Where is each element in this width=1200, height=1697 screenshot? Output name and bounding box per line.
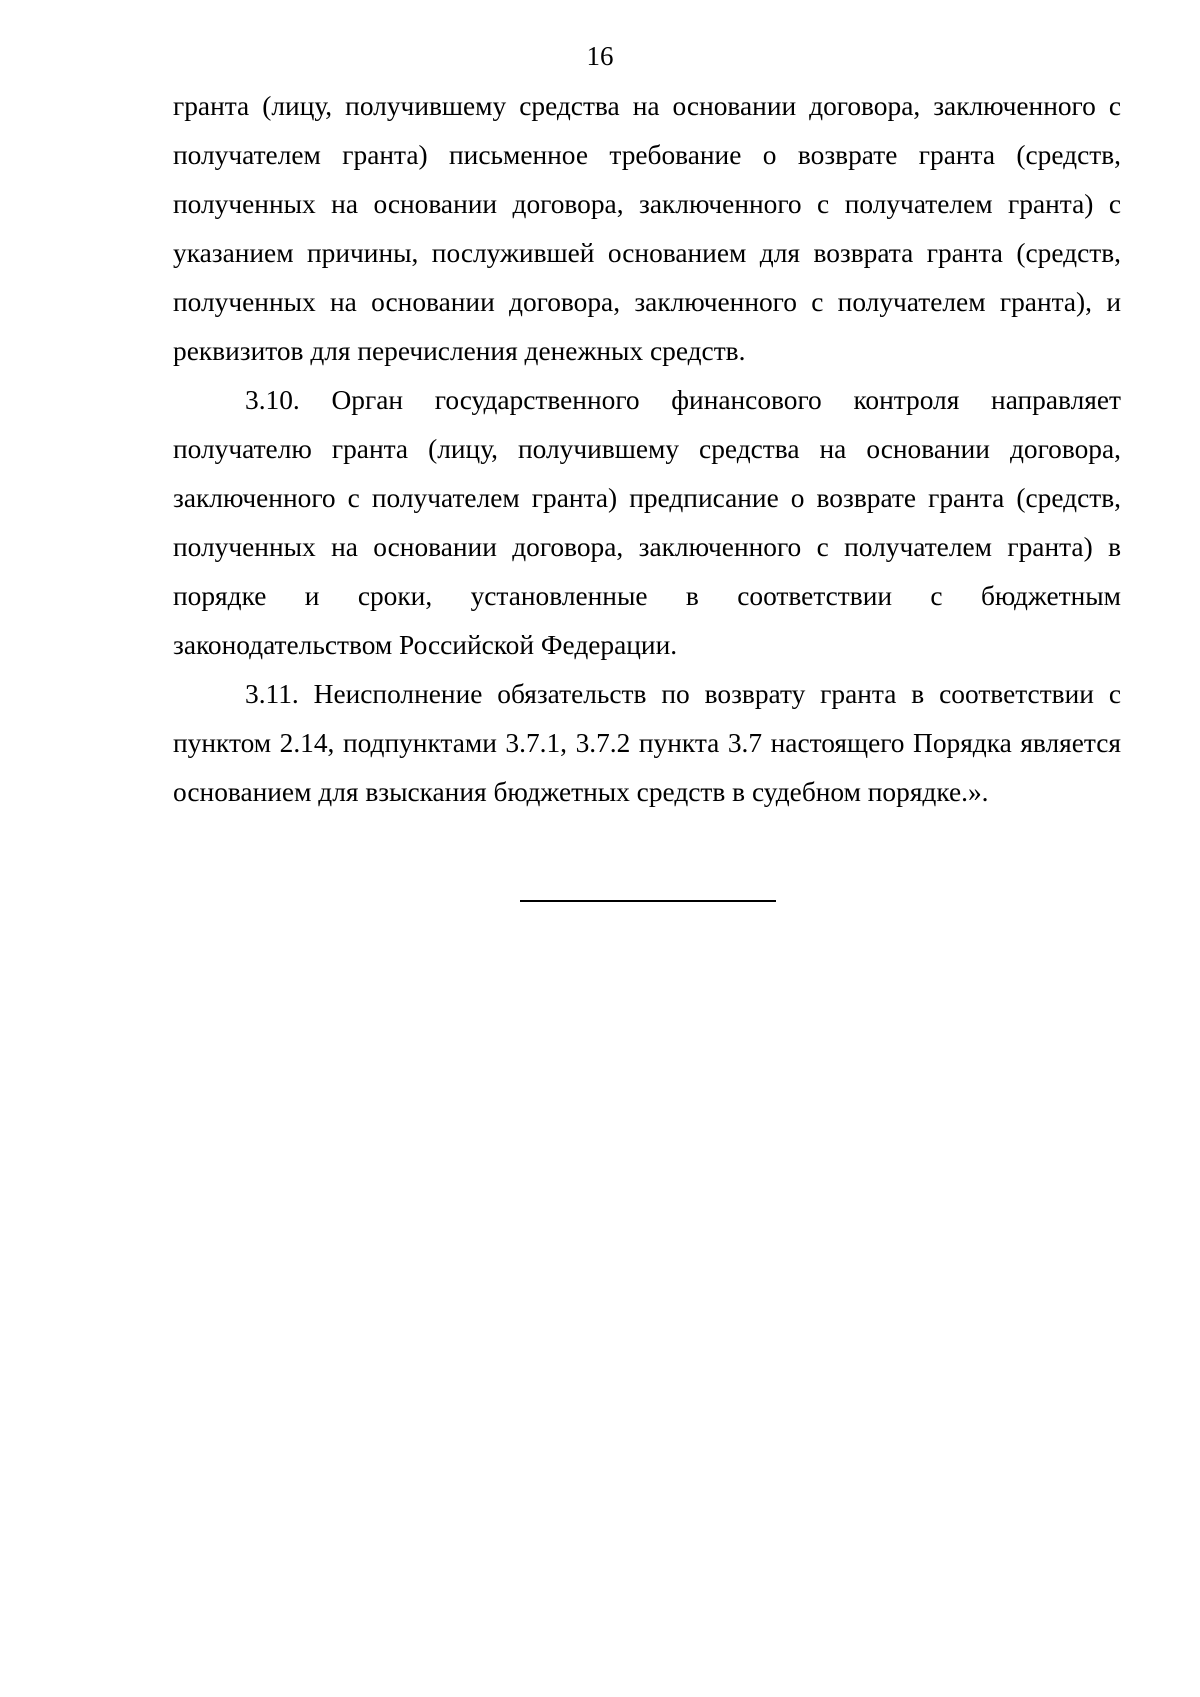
paragraph-continuation: гранта (лицу, получившему средства на основании договора, заключенного с получателем гранта) письменное требование о возврате гранта (средств, полученных на основании договора, заключенного с получателем гранта) с указанием причины, послужившей основанием для возврата гранта (средств, полученных на основании договора, заключенного с получателем гранта), и реквизитов для перечисления денежных средств. <box>173 91 1121 366</box>
paragraph-3-10: 3.10. Орган государственного финансового контроля направляет получателю гранта (лицу, получившему средства на основании договора, заключенного с получателем гранта) предписание о возврате гранта (средств, полученных на основании договора, заключенного с получателем гранта) в порядке и сроки, установленные в соответствии с бюджетным законодательством Российской Федерации. <box>173 385 1121 660</box>
paragraph-3-11: 3.11. Неисполнение обязательств по возврату гранта в соответствии с пунктом 2.14, подпунктами 3.7.1, 3.7.2 пункта 3.7 настоящего Порядка является основанием для взыскания бюджетных средств в судебном порядке.». <box>173 679 1121 807</box>
end-divider-line <box>520 900 776 902</box>
page-number: 16 <box>586 41 614 71</box>
document-body <box>173 82 1121 817</box>
